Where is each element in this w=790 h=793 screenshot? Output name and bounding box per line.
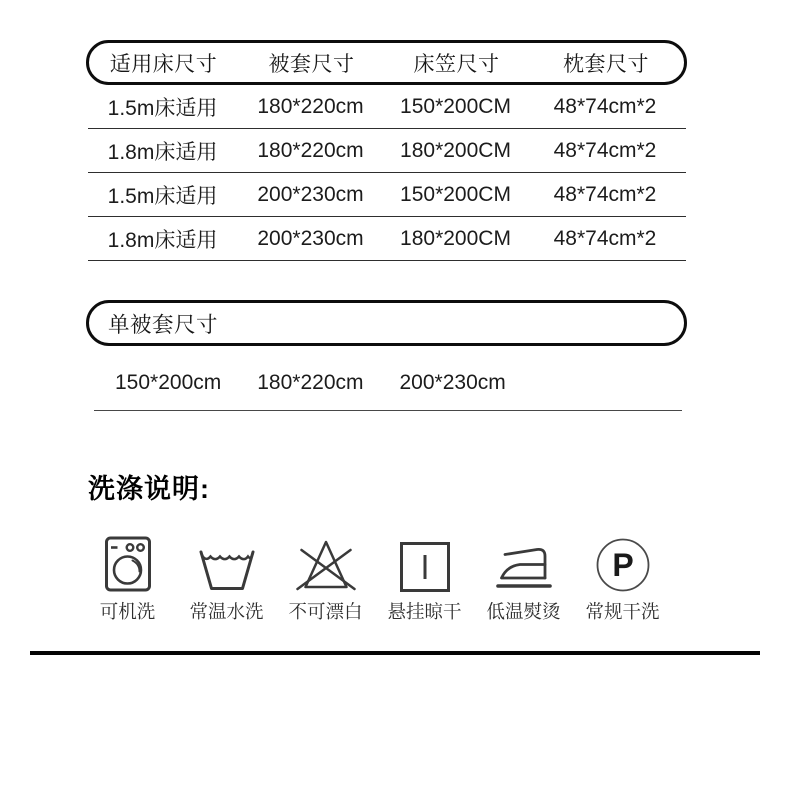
- duvet-cover-size-cell: 200*230cm: [257, 226, 364, 250]
- bed-size-cell: 1.5m床适用: [107, 96, 218, 120]
- size-table-header: [86, 40, 687, 85]
- iron-low-temp-icon: [494, 533, 554, 592]
- size-table-body: [88, 85, 686, 261]
- single-duvet-size: 180*220cm: [257, 371, 364, 394]
- section-divider: [94, 410, 682, 411]
- dry-clean-icon: [596, 533, 650, 592]
- single-duvet-size: 200*230cm: [399, 371, 506, 394]
- wash-item-dry-clean: [573, 533, 672, 624]
- bed-size-cell: 1.5m床适用: [107, 184, 218, 208]
- table-row: [88, 85, 686, 129]
- wash-item-hang-dry: [375, 533, 474, 624]
- fitted-sheet-size-cell: 180*200CM: [400, 226, 511, 250]
- wash-item-machine-washable: [78, 533, 177, 624]
- column-header-fitted-sheet-size: 床笠尺寸: [413, 52, 500, 76]
- single-duvet-title: 单被套尺寸: [108, 312, 219, 337]
- column-header-pillowcase-size: 枕套尺寸: [563, 52, 649, 76]
- single-duvet-header: [86, 300, 687, 346]
- basin-wash-icon: [198, 533, 256, 592]
- washing-instructions-title: 洗涤说明:: [88, 474, 210, 504]
- bed-size-cell: 1.8m床适用: [107, 140, 218, 164]
- pillowcase-size-cell: 48*74cm*2: [553, 226, 657, 250]
- table-row: [88, 173, 686, 217]
- wash-item-low-temp-iron: [474, 533, 573, 624]
- dry-clean-letter: P: [611, 547, 634, 583]
- wash-item-label: 可机洗: [99, 601, 156, 622]
- no-bleach-icon: [295, 533, 357, 592]
- single-duvet-sizes: [115, 371, 506, 395]
- wash-item-label: 不可漂白: [288, 601, 363, 622]
- table-row: [88, 217, 686, 261]
- fitted-sheet-size-cell: 150*200CM: [400, 182, 511, 206]
- column-header-bed-size: 适用床尺寸: [109, 52, 218, 76]
- duvet-cover-size-cell: 180*220cm: [257, 138, 364, 162]
- pillowcase-size-cell: 48*74cm*2: [553, 138, 657, 162]
- hang-dry-icon: [400, 533, 450, 592]
- wash-item-label: 悬挂晾干: [387, 601, 462, 622]
- washing-icons-row: [78, 533, 672, 624]
- single-duvet-size: 150*200cm: [115, 371, 222, 394]
- fitted-sheet-size-cell: 180*200CM: [400, 138, 511, 162]
- wash-item-label: 常规干洗: [585, 601, 660, 622]
- column-header-duvet-cover-size: 被套尺寸: [268, 52, 355, 76]
- duvet-cover-size-cell: 180*220cm: [257, 94, 364, 118]
- fitted-sheet-size-cell: 150*200CM: [400, 94, 511, 118]
- wash-item-no-bleach: [276, 533, 375, 624]
- pillowcase-size-cell: 48*74cm*2: [553, 182, 657, 206]
- table-row: [88, 129, 686, 173]
- duvet-cover-size-cell: 200*230cm: [257, 182, 364, 206]
- wash-item-normal-temp-wash: [177, 533, 276, 624]
- wash-item-label: 常温水洗: [189, 601, 264, 622]
- wash-item-label: 低温熨烫: [486, 601, 561, 622]
- pillowcase-size-cell: 48*74cm*2: [553, 94, 657, 118]
- bed-size-cell: 1.8m床适用: [107, 228, 218, 252]
- washing-machine-icon: [105, 533, 151, 592]
- bottom-divider: [30, 651, 760, 655]
